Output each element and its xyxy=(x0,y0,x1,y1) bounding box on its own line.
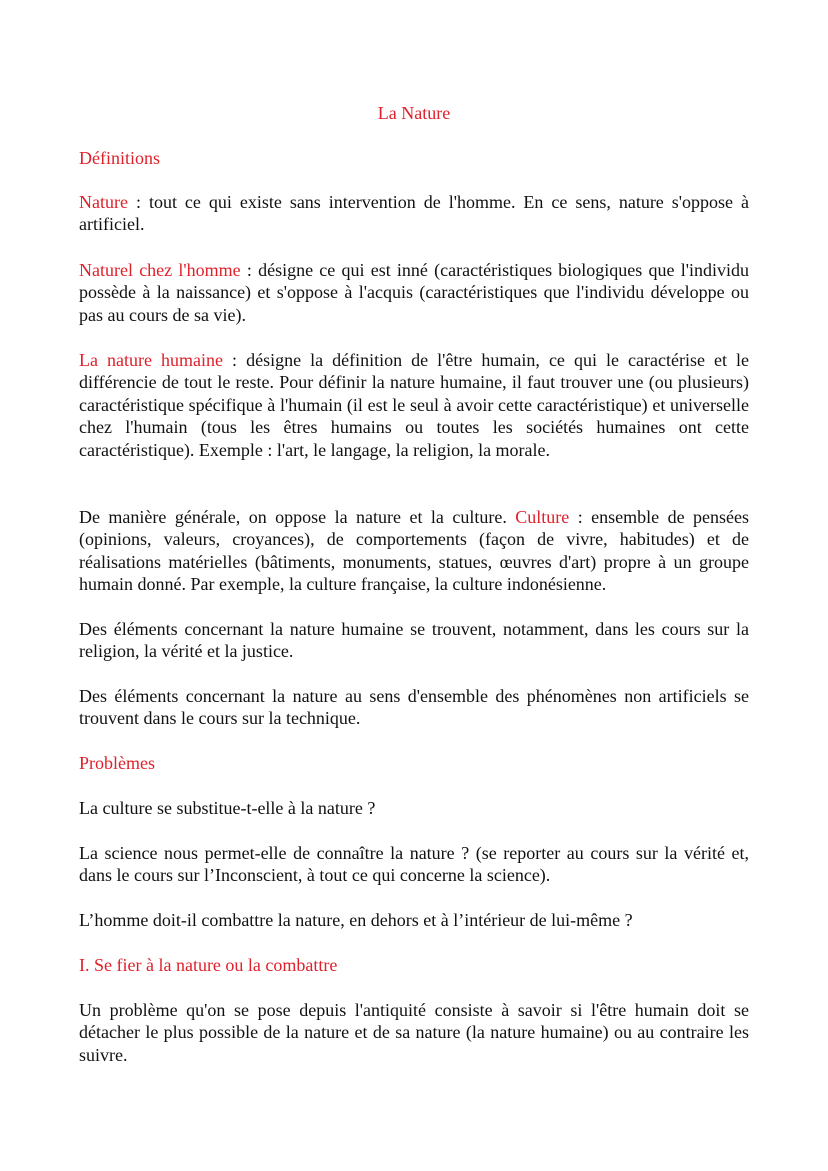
part-one-paragraph: Un problème qu'on se pose depuis l'antiquité consiste à savoir si l'être humain doit se détacher le plus possible de la nature et de sa nature (la nature humaine) ou au contraire les suivre. xyxy=(79,1000,749,1065)
note-nature-humaine: Des éléments concernant la nature humaine se trouvent, notamment, dans les cours sur la religion, la vérité et la justice. xyxy=(79,619,749,662)
term-nature: Nature xyxy=(79,192,128,212)
definition-nature xyxy=(79,191,749,236)
term-culture: Culture xyxy=(515,507,570,527)
definition-naturel-text: : désigne ce qui est inné (caractéristiques biologiques que l'individu possède à la naissance) et s'oppose à l'acquis (caractéristiques que l'individu développe ou pas au cours de sa vie). xyxy=(79,260,749,325)
document-title: La Nature xyxy=(377,103,451,123)
definition-naturel xyxy=(79,259,749,326)
definition-nature-humaine xyxy=(79,349,749,461)
culture-intro: De manière générale, on oppose la nature et la culture. xyxy=(79,507,516,527)
definition-culture xyxy=(79,506,749,596)
definition-nature-text: : tout ce qui existe sans intervention de l'homme. En ce sens, nature s'oppose à artificiel. xyxy=(79,192,749,235)
definition-nature-humaine-text: : désigne la définition de l'être humain, ce qui le caractérise et le différencie de tout le reste. Pour définir la nature humaine, il faut trouver une (ou plusieurs) caractéristique spécifique à l'humain (il est le seul à avoir cette caractéristique) et universelle chez l'humain (tous les êtres humains ou toutes les sociétés humaines ont cette caractéristique). Exemple : l'art, le langage, la religion, la morale. xyxy=(79,350,749,460)
note-nature-technique: Des éléments concernant la nature au sens d'ensemble des phénomènes non artificiels se trouvent dans le cours sur la technique. xyxy=(79,686,749,729)
probleme-item: La culture se substitue-t-elle à la nature ? xyxy=(79,798,376,818)
heading-problemes: Problèmes xyxy=(79,753,155,773)
term-nature-humaine: La nature humaine xyxy=(79,350,224,370)
heading-part-one: I. Se fier à la nature ou la combattre xyxy=(79,955,338,975)
probleme-item: L’homme doit-il combattre la nature, en dehors et à l’intérieur de lui-même ? xyxy=(79,910,633,930)
definition-culture-text: : ensemble de pensées (opinions, valeurs, croyances), de comportements (façon de vivre, habitudes) et de réalisations matérielles (bâtiments, monuments, statues, œuvres d'art) propre à un groupe humain donné. Par exemple, la culture française, la culture indonésienne. xyxy=(79,507,749,595)
probleme-item: La science nous permet-elle de connaître la nature ? (se reporter au cours sur la vérité et, dans le cours sur l’Inconscient, à tout ce qui concerne la science). xyxy=(79,843,749,886)
term-naturel: Naturel chez l'homme xyxy=(79,260,241,280)
heading-definitions: Définitions xyxy=(79,148,160,168)
